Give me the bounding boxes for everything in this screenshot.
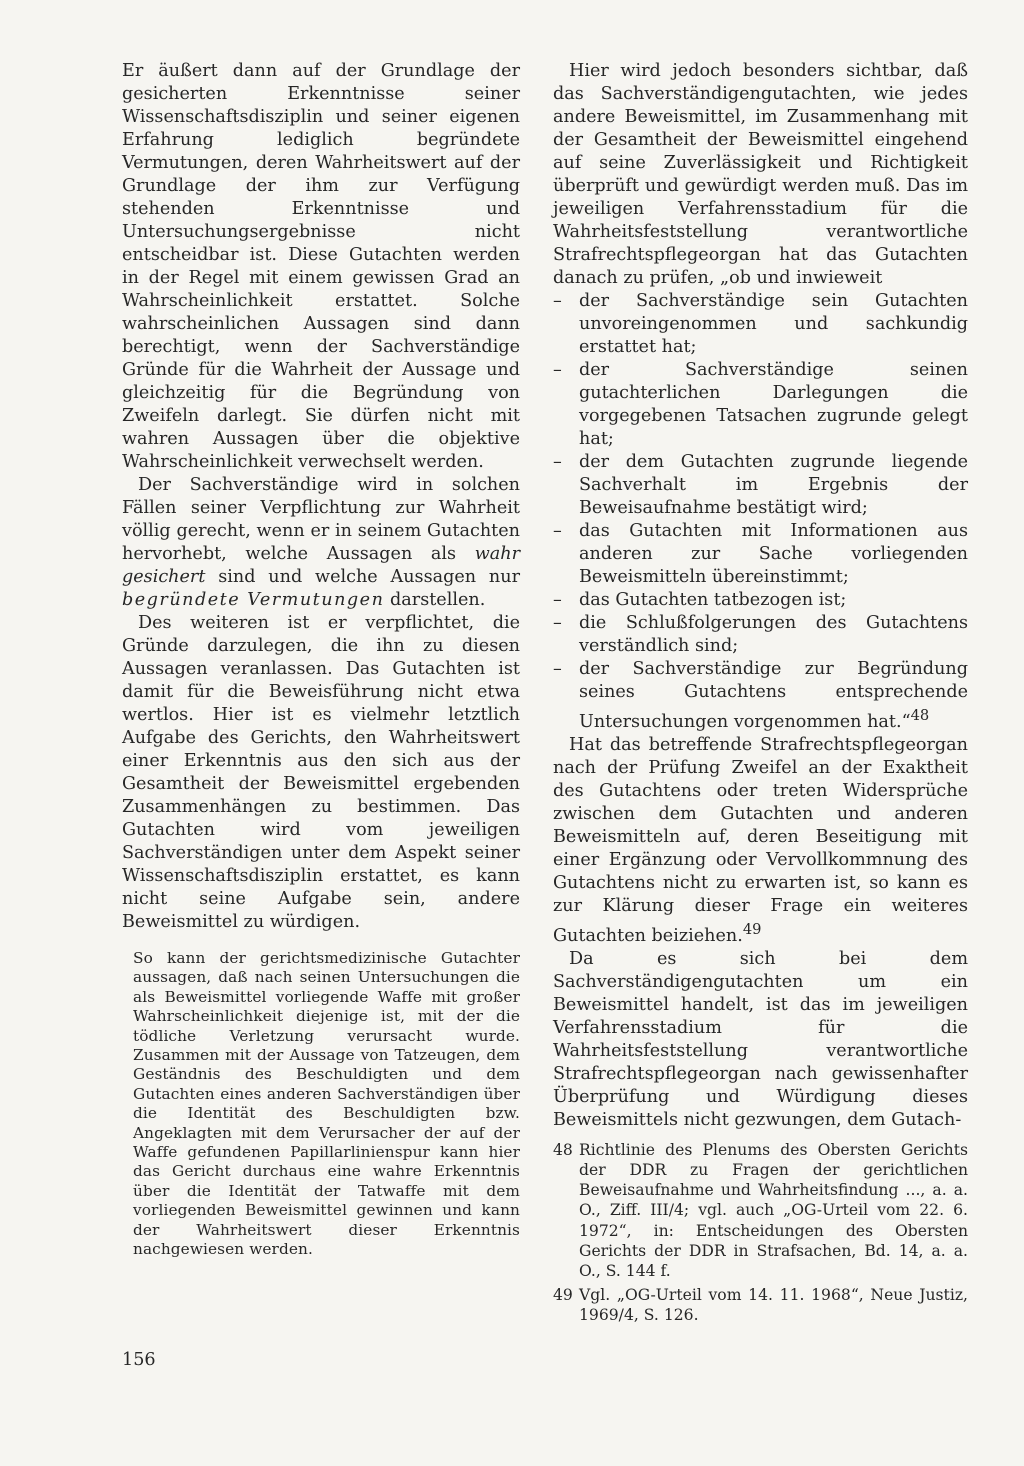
dash-bullet: – bbox=[553, 613, 562, 633]
footnote-ref-49: 49 bbox=[742, 920, 762, 938]
list-item bbox=[553, 520, 968, 589]
footnote-48 bbox=[553, 1140, 968, 1281]
criteria-list bbox=[553, 290, 968, 734]
list-item bbox=[553, 359, 968, 451]
right-column bbox=[553, 60, 968, 1330]
dash-bullet: – bbox=[553, 590, 562, 610]
paragraph-2-part-3: darstellen. bbox=[384, 590, 486, 610]
list-item bbox=[553, 589, 968, 612]
footnote-text: Vgl. „OG-Urteil vom 14. 11. 1968“, Neue Justiz, 1969/4, S. 126. bbox=[579, 1286, 968, 1325]
list-item-text: das Gutachten tatbezogen ist; bbox=[579, 590, 847, 610]
paragraph-last: Da es sich bei dem Sachverständigengutachten um ein Beweismittel handelt, ist das im jeweiligen Verfahrensstadium für die Wahrheitsfeststellung verantwortliche Strafrechtspflegeorgan nach gewissenhafter Überprüfung und Würdigung dieses Beweismittels nicht gezwungen, dem Gutach- bbox=[553, 948, 968, 1130]
dash-bullet: – bbox=[553, 360, 562, 380]
list-item bbox=[553, 451, 968, 520]
footnote-number: 48 bbox=[553, 1140, 573, 1159]
paragraph-after-list-text: Hat das betreffende Strafrechtspflegeorgan nach der Prüfung Zweifel an der Exaktheit des Gutachtens oder treten Widersprüche zwischen dem Gutachten und anderen Beweismitteln auf, deren Beseitigung mit einer Ergänzung oder Vervollkommnung des Gutachtens nicht zu erwarten ist, so kann es zur Klärung dieser Frage ein weiteres Gutachten beiziehen. bbox=[553, 734, 968, 946]
list-item bbox=[553, 658, 968, 734]
page-number: 156 bbox=[122, 1350, 156, 1370]
footnotes bbox=[553, 1140, 968, 1326]
footnote-number: 49 bbox=[553, 1286, 573, 1305]
list-item-text: der dem Gutachten zugrunde liegende Sachverhalt im Ergebnis der Beweisaufnahme bestätigt wird; bbox=[579, 452, 968, 518]
paragraph-2 bbox=[122, 474, 520, 612]
paragraph-2-part-1: Der Sachverständige wird in solchen Fällen seiner Verpflichtung zur Wahrheit völlig gerecht, wenn er in seinem Gutachten hervorhebt, welche Aussagen als bbox=[122, 475, 520, 564]
footnote-text: Richtlinie des Plenums des Obersten Gerichts der DDR zu Fragen der gerichtlichen Beweisaufnahme und Wahrheitsfindung ..., a. a. O., Ziff. III/4; vgl. auch „OG-Urteil vom 22. 6. 1972“, in: Entscheidungen des Obersten Gerichts der DDR in Strafsachen, Bd. 14, a. a. O., S. 144 f. bbox=[579, 1140, 968, 1280]
right-intro-paragraph: Hier wird jedoch besonders sichtbar, daß das Sachverständigengutachten, wie jedes andere Beweismittel, im Zusammenhang mit der Gesamtheit der Beweismittel eingehend auf seine Zuverlässigkeit und Richtigkeit überprüft und gewürdigt werden muß. Das im jeweiligen Verfahrensstadium für die Wahrheitsfeststellung verantwortliche Strafrechtspflegeorgan hat das Gutachten danach zu prüfen, „ob und inwieweit bbox=[553, 61, 968, 288]
dash-bullet: – bbox=[553, 452, 562, 472]
dash-bullet: – bbox=[553, 291, 562, 311]
emphasis-begruendete-vermutungen: begründete Vermutungen bbox=[122, 590, 385, 610]
example-block bbox=[122, 949, 520, 1260]
paragraph-1: Er äußert dann auf der Grundlage der gesicherten Erkenntnisse seiner Wissenschaftsdisziplin und seiner eigenen Erfahrung lediglich begründete Vermutungen, deren Wahrheitswert auf der Grundlage der ihm zur Verfügung stehenden Erkenntnisse und Untersuchungsergebnisse nicht entscheidbar ist. Diese Gutachten werden in der Regel mit einem gewissen Grad an Wahrscheinlichkeit erstattet. Solche wahrscheinlichen Aussagen sind dann berechtigt, wenn der Sachverständige Gründe für die Wahrheit der Aussage und gleichzeitig für die Begründung von Zweifeln darlegt. Sie dürfen nicht mit wahren Aussagen über die objektive Wahrscheinlichkeit verwechselt werden. bbox=[122, 61, 520, 472]
list-item-text: der Sachverständige sein Gutachten unvoreingenommen und sachkundig erstattet hat; bbox=[579, 291, 968, 357]
dash-bullet: – bbox=[553, 521, 562, 541]
left-column bbox=[122, 60, 520, 1260]
paragraph-after-list bbox=[553, 734, 968, 948]
dash-bullet: – bbox=[553, 659, 562, 679]
footnote-49 bbox=[553, 1285, 968, 1325]
list-item-text: die Schlußfolgerungen des Gutachtens verständlich sind; bbox=[579, 613, 968, 656]
example-paragraph: So kann der gerichtsmedizinische Gutachter aussagen, daß nach seinen Untersuchungen die als Beweismittel vorliegende Waffe mit großer Wahrscheinlichkeit diejenige ist, mit der die tödliche Verletzung verursacht wurde. Zusammen mit der Aussage von Tatzeugen, dem Geständnis des Beschuldigten und dem Gutachten eines anderen Sachverständigen über die Identität des Beschuldigten bzw. Angeklagten mit dem Verursacher der auf der Waffe gefundenen Papillarlinienspur kann hier das Gericht durchaus eine wahre Erkenntnis über die Identität der Tatwaffe mit dem vorliegenden Beweismittel gewinnen und kann der Wahrheitswert dieser Erkenntnis nachgewiesen werden. bbox=[133, 949, 520, 1259]
paragraph-3: Des weiteren ist er verpflichtet, die Gründe darzulegen, die ihn zu diesen Aussagen veranlassen. Das Gutachten ist damit für die Beweisführung nicht etwa wertlos. Hier ist es vielmehr letztlich Aufgabe des Gerichts, den Wahrheitswert einer Erkenntnis aus den sich aus der Gesamtheit der Beweismittel ergebenden Zusammenhängen zu bestimmen. Das Gutachten wird vom jeweiligen Sachverständigen unter dem Aspekt seiner Wissenschaftsdisziplin erstattet, es kann nicht seine Aufgabe sein, andere Beweismittel zu würdigen. bbox=[122, 613, 520, 932]
list-item-text: der Sachverständige seinen gutachterlichen Darlegungen die vorgegebenen Tatsachen zugrunde gelegt hat; bbox=[579, 360, 968, 449]
list-item-text: der Sachverständige zur Begründung seines Gutachtens entsprechende Untersuchungen vorgenommen hat.“ bbox=[579, 659, 968, 732]
list-item-text: das Gutachten mit Informationen aus anderen zur Sache vorliegenden Beweismitteln übereinstimmt; bbox=[579, 521, 968, 587]
list-item bbox=[553, 612, 968, 658]
list-item bbox=[553, 290, 968, 359]
footnote-ref-48: 48 bbox=[910, 707, 930, 724]
paragraph-2-part-2: sind und welche Aussagen nur bbox=[205, 567, 520, 587]
emphasis-wahr-gesichert: wahr gesichert bbox=[122, 544, 520, 587]
